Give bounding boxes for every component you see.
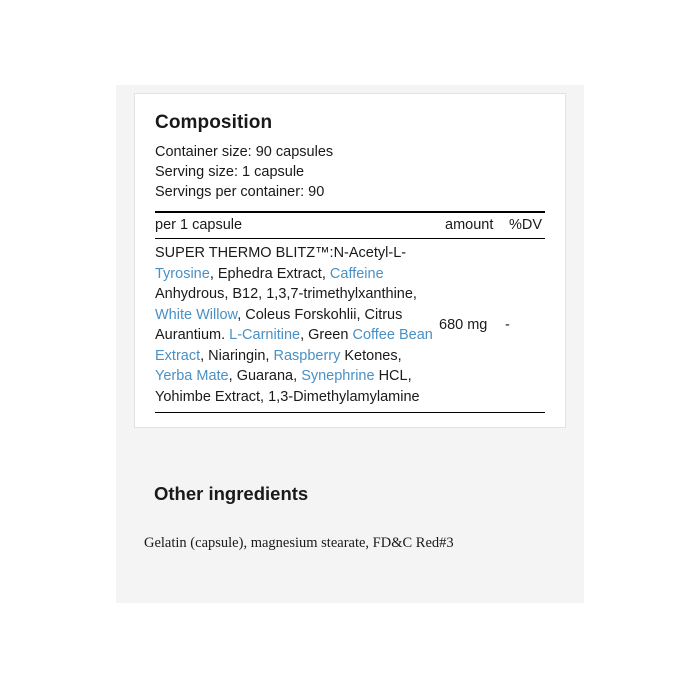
ingredient-link[interactable]: Coffee Bean Extract [155,327,433,364]
ingredient-link[interactable]: Raspberry [273,347,341,364]
ingredient-link[interactable]: Synephrine [301,368,375,384]
container-size-line: Container size: 90 capsules [155,144,334,160]
page-title: Composition [155,112,273,133]
ingredient-link[interactable]: White Willow [155,306,238,323]
ingredient-amount: 680 mg [439,317,488,333]
ingredient-text-segment: , Niaringin, [200,347,274,364]
ingredient-text-segment: , Ephedra Extract, [209,265,330,282]
ingredient-text-segment: , Guarana, [228,368,302,384]
ingredient-link[interactable]: Caffeine [329,265,384,282]
supplement-facts-card [134,93,566,428]
ingredient-text-segment: , Green [300,327,353,343]
column-header-amount: amount [445,217,494,233]
ingredient-text-segment: Anhydrous, B12, 1,3,7-trimethylxanthine, [155,286,417,302]
serving-size-line: Serving size: 1 capsule [155,164,305,180]
ingredient-link[interactable]: L-Carnitine [229,327,301,343]
table-column-headers [155,213,545,238]
ingredient-link[interactable]: Yerba Mate [155,368,229,384]
ingredient-text-segment: HCL, Yohimbe Extract, 1,3-Dimethylamylamine [155,368,420,405]
table-row [155,239,545,412]
column-header-dv: %DV [509,217,543,233]
ingredient-blend-text [155,243,439,407]
divider-thin-bottom [155,412,545,413]
servings-per-container-line: Servings per container: 90 [155,184,325,200]
other-ingredients-text: Gelatin (capsule), magnesium stearate, FD&C Red#3 [144,535,454,551]
ingredient-text-segment: Ketones, [340,347,402,364]
ingredient-dv: - [505,317,510,333]
ingredient-link[interactable]: Tyrosine [155,265,210,282]
ingredient-text-segment: , Coleus Forskohlii, Citrus Aurantium. [155,306,403,343]
supplement-panel [116,85,584,603]
column-header-serving: per 1 capsule [155,217,243,233]
ingredient-text-segment: SUPER THERMO BLITZ™:N-Acetyl-L- [155,245,407,261]
other-ingredients-title: Other ingredients [154,483,309,504]
